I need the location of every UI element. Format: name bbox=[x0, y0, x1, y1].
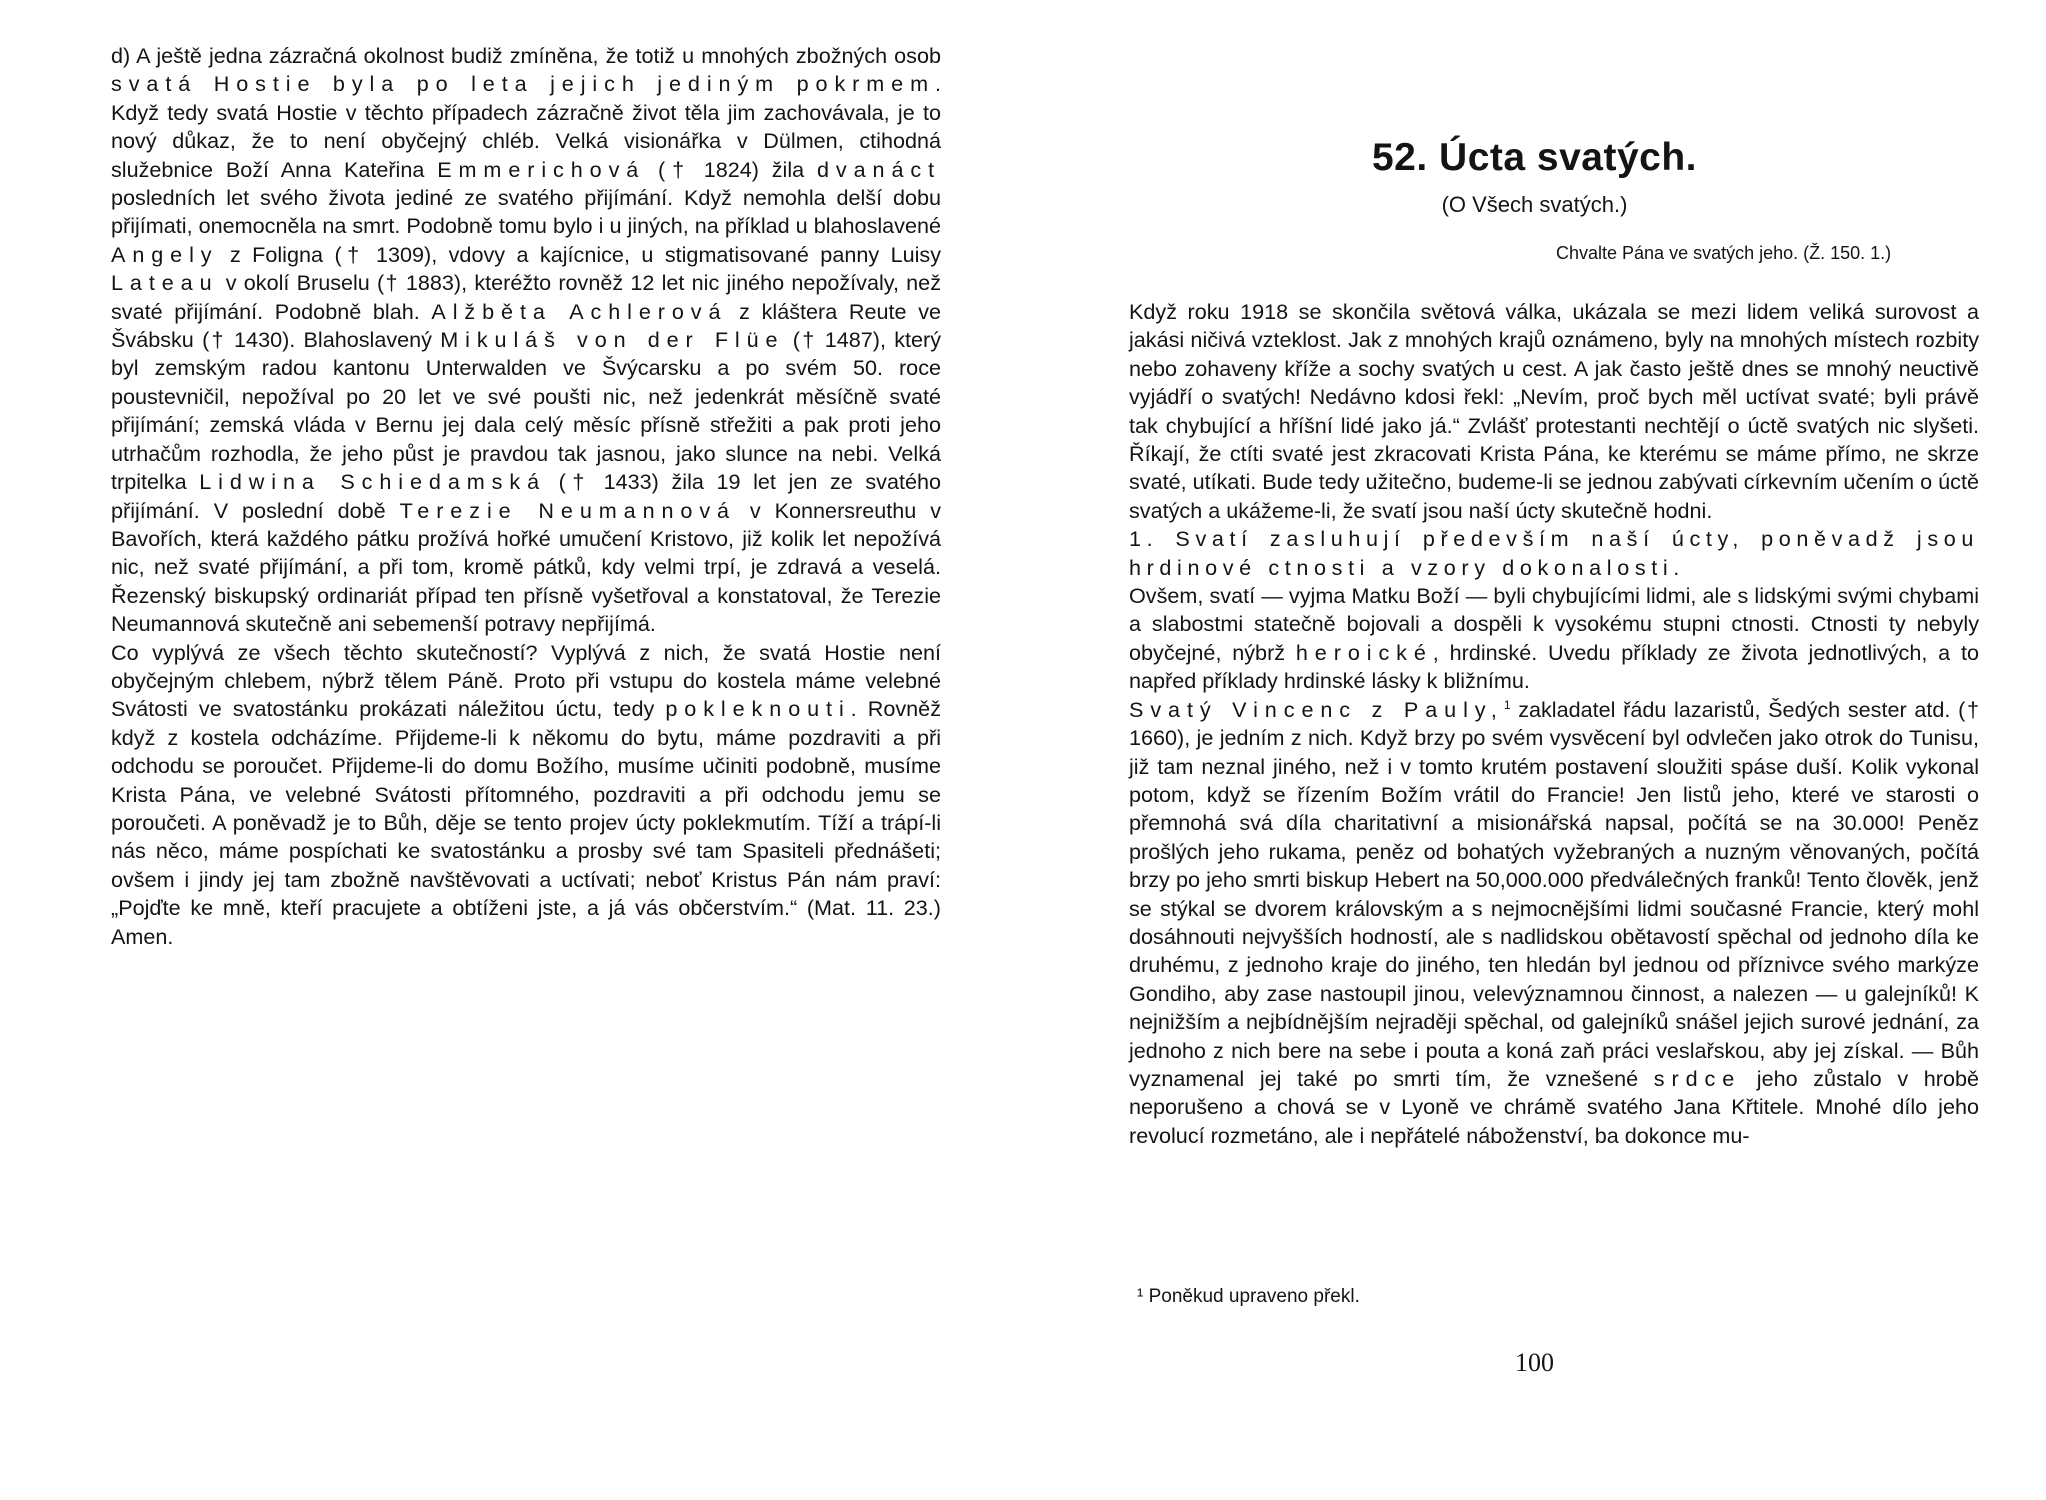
spaced-name: Angely bbox=[111, 241, 219, 267]
paragraph-introduction: Když roku 1918 se skončila světová válka, ukázala se mezi lidem veliká surovost a jakási ničivá vzteklost. Jak z mnohých krajů oznámeno, byly na mnohých místech rozbity nebo zohaveny kříže a sochy svatých u cest. A jak často ještě dnes se mnohý neuctivě vyjádří o svatých! Nedávno kdosi řekl: „Nevím, proč bych měl uctívat svaté; byli právě tak chybující a hříšní lidé jako já.“ Zvlášť protestanti nechtějí o úctě svatých nic slyšeti. Říkají, že ctíti svaté jest zkracovati Krista Pána, ke kterému se máme přímo, ne skrze svaté, utíkati. Bude tedy užitečno, budeme-li se jednou zabývati církevním učením o úctě svatých a ukážeme-li, že svatí jsou naší úcty skutečně hodni. bbox=[1129, 299, 1979, 523]
spaced-name: Alžběta Achlerová bbox=[431, 298, 728, 324]
spaced-name: Terezie Neumannová bbox=[399, 497, 736, 523]
chapter-subtitle: (O Všech svatých.) bbox=[1441, 192, 1628, 217]
page-number: 100 bbox=[1515, 1348, 1554, 1377]
spaced-emphasis: dvanáct bbox=[816, 156, 941, 182]
chapter-motto: Chvalte Pána ve svatých jeho. (Ž. 150. 1.) bbox=[1556, 243, 1892, 263]
paragraph-heroic-virtue: Ovšem, svatí — vyjma Matku Boží — byli chybujícími lidmi, ale s lidskými svými chybami a slabostmi statečně bojovali a dospěli k vysokému stupni ctnosti. Ctnosti ty nebyly obyčejné, nýbrž heroické, hrdinské. Uvedu příklady ze života jednotlivých, a to napřed příklady hrdinské lásky k bližnímu. bbox=[1129, 583, 1979, 694]
spaced-name: Lateau bbox=[111, 270, 219, 296]
spaced-emphasis: svatá Hostie byla po leta jejich jediným pokrmem bbox=[111, 71, 935, 97]
spaced-emphasis: pokleknouti bbox=[665, 696, 851, 722]
chapter-title: 52. Úcta svatých. bbox=[1371, 136, 1697, 179]
left-text-column bbox=[111, 42, 941, 951]
spaced-name: Emmerichová bbox=[437, 156, 646, 182]
spaced-emphasis: srdce bbox=[1653, 1065, 1742, 1091]
paragraph-conclusion: Co vyplývá ze všech těchto skutečností? Vyplývá z nich, že svatá Hostie není obyčejným chlebem, nýbrž tělem Páně. Proto při vstupu do kostela máme velebné Svátosti ve svatostánku prokázati náležitou úctu, tedy pokleknouti. Rovněž když z kostela odcházíme. Přijdeme-li k někomu do bytu, máme pozdraviti a při odchodu se poroučet. Přijdeme-li do domu Božího, musíme učiniti podobně, musíme Krista Pána, ve velebné Svátosti přítomného, pozdraviti a při odchodu jemu se poroučeti. A poněvadž je to Bůh, děje se tento projev úcty poklekmutím. Tíží a trápí-li nás něco, máme pospíchati ke svatostánku a prosby své tam Spasiteli přednášeti; ovšem i jindy jej tam zbožně navštěvovati a uctívati; neboť Kristus Pán nám praví: „Pojďte ke mně, kteří pracujete a obtíženi jste, a já vás občerstvím.“ (Mat. 11. 23.) Amen. bbox=[111, 639, 941, 949]
spaced-name: Lidwina Schiedamská bbox=[199, 469, 547, 495]
spaced-name: Svatý Vincenc z Pauly, bbox=[1129, 696, 1504, 722]
footnote: ¹ Poněkud upraveno překl. bbox=[1137, 1286, 1360, 1307]
spaced-emphasis: heroické bbox=[1295, 639, 1433, 665]
paragraph-miraculous-communion: d) A ještě jedna zázračná okolnost budiž zmíněna, že totiž u mnohých zbožných osob svatá Hostie byla po leta jejich jediným pokrmem. Když tedy svatá Hostie v těchto případech zázračně život těla jim zachovávala, je to nový důkaz, že to není obyčejný chléb. Velká visionářka v Dülmen, ctihodná služebnice Boží Anna Kateřina Emmerichová († 1824) žila dvanáct posledních let svého života jediné ze svatého přijímání. Když nemohla delší dobu přijímati, onemocněla na smrt. Podobně tomu bylo i u jiných, na příklad u blahoslavené Angely z Foligna († 1309), vdovy a kajícnice, u stigmatisované panny Luisy Lateau v okolí Bruselu († 1883), kteréžto rovněž 12 let nic jiného nepožívaly, než svaté přijímání. Podobně blah. Alžběta Achlerová z kláštera Reute ve Švábsku († 1430). Blahoslavený Mikuláš von der Flüe († 1487), který byl zemským radou kantonu Unterwalden ve Švýcarsku a po svém 50. roce poustevničil, nepožíval po 20 let ve své poušti nic, než jedenkrát měsíčně svaté přijímání; zemská vláda v Bernu jej dala celý měsíc přísně střežiti a pak proti jeho utrhačům rozhodla, že jeho půst je pravdou tak jasnou, jako slunce na nebi. Velká trpitelka Lidwina Schiedamská († 1433) žila 19 let jen ze svatého přijímání. V poslední době Terezie Neumannová v Konnersreuthu v Bavořích, která každého pátku prožívá hořké umučení Kristovo, již kolik let nepožívá nic, než svaté přijímání, a při tom, kromě pátků, kdy velmi trpí, je zdravá a veselá. Řezenský biskupský ordinariát případ ten přísně vyšetřoval a konstatoval, že Terezie Neumannová skutečně ani sebemenší potravy nepřijímá. bbox=[111, 43, 942, 637]
spaced-name: Mikuláš von der Flüe bbox=[440, 327, 785, 353]
footnote-ref: 1 bbox=[1503, 697, 1511, 712]
right-page bbox=[1023, 0, 2046, 1500]
right-text-column bbox=[1129, 298, 1979, 1150]
paragraph-vincent-de-paul: Svatý Vincenc z Pauly,$^1$ zakladatel řádu lazaristů, Šedých sester atd. († 1660), je jedním z nich. Když brzy po svém vysvěcení byl odvlečen jako otrok do Tunisu, již tam neznal jiného, než i v tomto krutém postavení sloužiti spáse duší. Kolik vykonal potom, když se řízením Božím vrátil do Francie! Jen listů jeho, které ve starosti o přemnohá svá díla charitativní a misionářská napsal, počítá se na 30.000! Peněz prošlých jeho rukama, peněz od bohatých vyžebraných a nuzným věnovaných, počítá brzy po jeho smrti biskup Hebert na 50,000.000 předválečných franků! Tento člověk, jenž se stýkal se dvorem královským a s nejmocnějšími lidmi současné Francie, který mohl dosáhnouti nejvyšších hodností, ale s nadlidskou obětavostí spěchal od jednoho díla ke druhému, z jednoho kraje do jiného, ten hledán byl jednou od příznivce svého markýze Gondiho, aby zase nastoupil jinou, velevýznamnou činnost, a nalezen — u galejníků! K nejnižším a nejbídnějším nejraději spěchal, od galejníků snášel jejich surové jednání, za jednoho z nich bere na sebe i pouta a koná zaň práci veslařskou, aby jej získal. — Bůh vyznamenal jej také po smrti tím, že vznešené srdce jeho zůstalo v hrobě neporušeno a chová se v Lyoně ve chrámě svatého Jana Křtitele. Mnohé dílo jeho revolucí rozmetáno, ale i nepřátelé náboženství, ba dokonce mu- bbox=[1129, 696, 1979, 1148]
paragraph-point-1: 1. Svatí zasluhují především naší úcty, poněvadž jsou hrdinové ctnosti a vzory dokonalosti. bbox=[1129, 526, 1979, 580]
